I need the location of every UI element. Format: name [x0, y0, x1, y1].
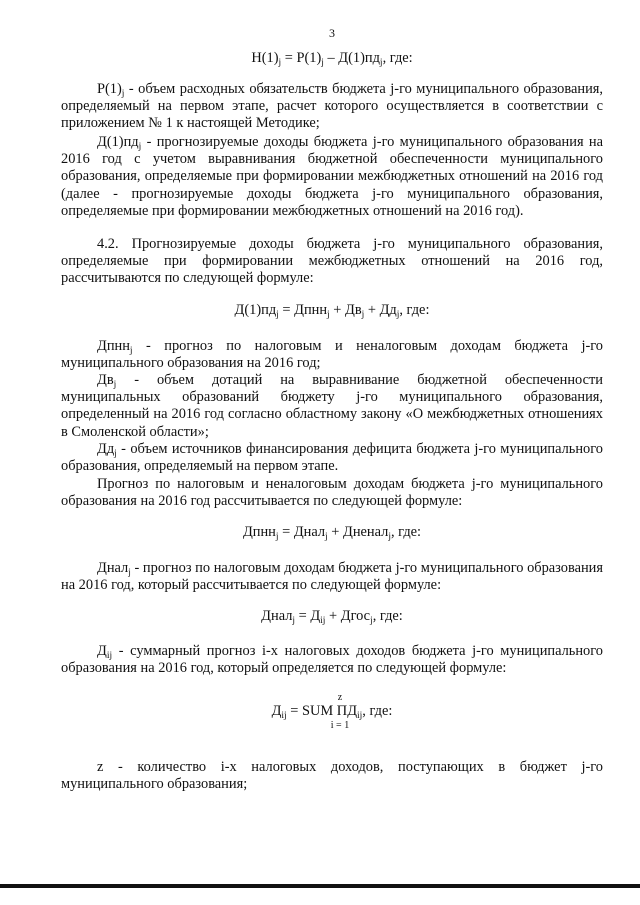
formula-dpnn: Дпнн$_j$ = Днал$_j$ + Дненал$_j$, где: — [242, 524, 422, 542]
scan-border-bottom — [0, 884, 640, 888]
formula-n1: $Н(1)_j = Р(1)_j - Д(1)пд_j$, где: — [251, 50, 413, 68]
paragraph-dpnn-definition: Дпнн$_j$ - прогноз по налоговым и неналоговым доходам бюджета j-го муниципального образования на 2016 год; — [61, 338, 603, 372]
paragraph-section-4-2: 4.2. Прогнозируемые доходы бюджета j-го муниципального образования, определяемые при формировании межбюджетных отношений на 2016 год, рассчитываются по следующей формуле: — [61, 236, 603, 287]
sum-expression: $Д_{ij}$ = SUM $ПД_{ij}$, где: — [271, 703, 393, 721]
formula-d1pd: $Д(1)пд_j$ = Дпнн$_j$ + $Дв_j + Дд_j$, где: — [234, 302, 430, 320]
paragraph-dij-definition: $Д_{ij}$ - суммарный прогноз i-х налоговых доходов бюджета j-го муниципального образования на 2016 год, который определяется по следующей формуле: — [61, 643, 603, 677]
paragraph-p1-definition: $Р(1)_j$ - объем расходных обязательств бюджета j-го муниципального образования, определяемый на первом этапе, расчет которого осуществляется в соответствии с приложением № 1 к настоящей Методике; — [61, 81, 603, 132]
formula-sum — [61, 692, 603, 731]
paragraph-dv-definition: $Дв_j$ - объем дотаций на выравнивание бюджетной обеспеченности муниципальных образований бюджету j-го муниципального образования, определенный на 2016 год согласно областному закону «О межбюджетных отношениях в Смоленской области»; — [61, 372, 603, 440]
paragraph-dnal-definition: Днал$_j$ - прогноз по налоговым доходам бюджета j-го муниципального образования на 2016 год, который рассчитывается по следующей формуле: — [61, 560, 603, 594]
paragraph-d1pd-definition: $Д(1)пд_j$ - прогнозируемые доходы бюджета j-го муниципального образования на 2016 год с учетом выравнивания бюджетной обеспеченности муниципального образования, определяемые при формировании межбюджетных отношений на 2016 год (далее - прогнозируемые доходы бюджета j-го муниципального образования, определяемые при формировании межбюджетных отношений на 2016 год). — [61, 134, 603, 219]
formula-dnal: Днал$_j$ = $Д_{ij}$ + Дгос$_j$, где: — [261, 608, 403, 626]
paragraph-forecast-intro: Прогноз по налоговым и неналоговым доходам бюджета j-го муниципального образования на 2016 год рассчитывается по следующей формуле: — [61, 476, 603, 510]
paragraph-dd-definition: $Дд_j$ - объем источников финансирования дефицита бюджета j-го муниципального образования, определяемый на первом этапе. — [61, 441, 603, 475]
sum-lower-limit: i = 1 — [330, 720, 350, 732]
paragraph-z-definition: z - количество i-х налоговых доходов, поступающих в бюджет j-го муниципального образования; — [61, 759, 603, 793]
sum-upper-limit: z — [337, 692, 343, 703]
page-number: 3 — [329, 26, 335, 40]
